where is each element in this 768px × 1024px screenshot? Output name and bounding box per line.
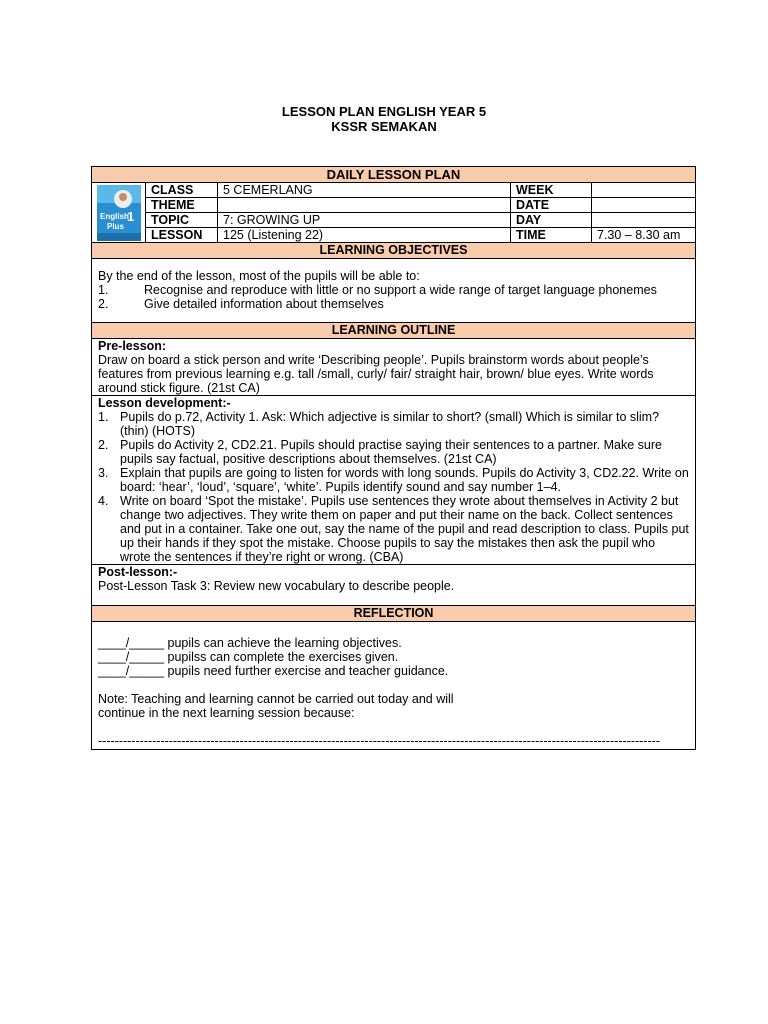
objectives-intro: By the end of the lesson, most of the pupils will be able to:	[98, 269, 420, 283]
day-value	[592, 213, 695, 228]
lesson-info-grid	[146, 183, 695, 242]
list-item-text: Write on board ‘Spot the mistake’. Pupils use sentences they wrote about themselves in Activity 2 but change two adjectives. They write them on paper and put their name on the back. Collect sentences and put in a container. Take one out, say the name of the pupil and read description to class. Pupils put up their hands if they spot the mistake. Choose pupils to say the mistakes then ask the pupil who wrote the sentences if they’re right or wrong. (CBA)	[120, 494, 689, 564]
document-title	[0, 104, 768, 134]
theme-value	[218, 198, 511, 213]
post-lesson-text: Post-Lesson Task 3: Review new vocabulary to describe people.	[98, 579, 455, 593]
lesson-value: 125 (Listening 22)	[218, 228, 511, 242]
list-item-number: 1.	[98, 410, 109, 424]
title-line-2: KSSR SEMAKAN	[331, 119, 437, 134]
lesson-development-label: Lesson development:-	[98, 396, 231, 410]
lesson-development-section	[92, 396, 695, 565]
post-lesson-label: Post-lesson:-	[98, 565, 178, 579]
learning-objectives-body	[92, 259, 695, 323]
daily-lesson-plan-heading: DAILY LESSON PLAN	[92, 167, 695, 183]
date-label: DATE	[511, 198, 592, 213]
post-lesson-section	[92, 565, 695, 606]
list-item	[98, 438, 689, 466]
svg-text:1: 1	[126, 208, 134, 224]
reflection-line-guidance: ____/_____ pupils need further exercise and teacher guidance.	[98, 664, 449, 678]
list-item-number: 2.	[98, 438, 109, 452]
objective-number: 1.	[98, 283, 109, 297]
title-line-1: LESSON PLAN ENGLISH YEAR 5	[281, 104, 487, 119]
reflection-line-exercises: ____/_____ pupilss can complete the exercises given.	[98, 650, 399, 664]
lesson-development-list	[98, 410, 689, 564]
class-label: CLASS	[146, 183, 218, 198]
learning-outline-heading: LEARNING OUTLINE	[92, 323, 695, 339]
list-item-text: Pupils do Activity 2, CD2.21. Pupils should practise saying their sentences to a partner. Make sure pupils say factual, positive descriptions about themselves. (21st CA)	[120, 438, 662, 466]
lesson-label: LESSON	[146, 228, 218, 242]
reflection-body	[92, 622, 695, 749]
objective-text: Give detailed information about themselves	[144, 297, 384, 311]
learning-objectives-heading: LEARNING OBJECTIVES	[92, 243, 695, 259]
theme-label: THEME	[146, 198, 218, 213]
pre-lesson-section	[92, 339, 695, 396]
objective-text: Recognise and reproduce with little or no support a wide range of target language phonemes	[144, 283, 657, 297]
time-label: TIME	[511, 228, 592, 242]
list-item-number: 3.	[98, 466, 109, 480]
week-value	[592, 183, 695, 198]
objective-number: 2.	[98, 297, 109, 311]
lesson-plan-table	[91, 166, 696, 750]
list-item	[98, 410, 689, 438]
reflection-note-line-1: Note: Teaching and learning cannot be carried out today and will	[98, 692, 454, 706]
logo-cell	[92, 183, 146, 242]
topic-label: TOPIC	[146, 213, 218, 228]
topic-value: 7: GROWING UP	[218, 213, 511, 228]
english-plus-book-logo	[97, 185, 141, 241]
day-label: DAY	[511, 213, 592, 228]
reflection-line-objectives: ____/_____ pupils can achieve the learning objectives.	[98, 636, 402, 650]
objective-item	[98, 297, 689, 311]
svg-text:English: English	[99, 211, 129, 221]
list-item-text: Pupils do p.72, Activity 1. Ask: Which adjective is similar to short? (small) Which is similar to slim? (thin) (HOTS)	[120, 410, 660, 438]
class-value: 5 CEMERLANG	[218, 183, 511, 198]
reflection-note-line-2: continue in the next learning session because:	[98, 706, 355, 720]
reflection-heading: REFLECTION	[92, 606, 695, 622]
svg-text:Plus: Plus	[106, 221, 124, 231]
lesson-info-block	[92, 183, 695, 243]
list-item	[98, 494, 689, 564]
week-label: WEEK	[511, 183, 592, 198]
list-item-number: 4.	[98, 494, 109, 508]
pre-lesson-label: Pre-lesson:	[98, 339, 167, 353]
list-item	[98, 466, 689, 494]
date-value	[592, 198, 695, 213]
pre-lesson-text: Draw on board a stick person and write ‘Describing people’. Pupils brainstorm words about people’s features from previous learning e.g. tall /small, curly/ fair/ straight hair, brown/ blue eyes. Write words around stick figure. (21st CA)	[98, 353, 654, 395]
objective-item	[98, 283, 689, 297]
list-item-text: Explain that pupils are going to listen for words with long sounds. Pupils do Activity 3, CD2.22. Write on board: ‘hear’, ‘loud’, ‘square’, ‘white’. Pupils identify sound and say number 1–4.	[120, 466, 689, 494]
time-value: 7.30 – 8.30 am	[597, 228, 681, 242]
blank-line	[98, 720, 689, 734]
blank-line	[98, 678, 689, 692]
reflection-dashed-line: ---------------------------------------------------------------------------------------------------------------------------------------	[98, 734, 660, 748]
